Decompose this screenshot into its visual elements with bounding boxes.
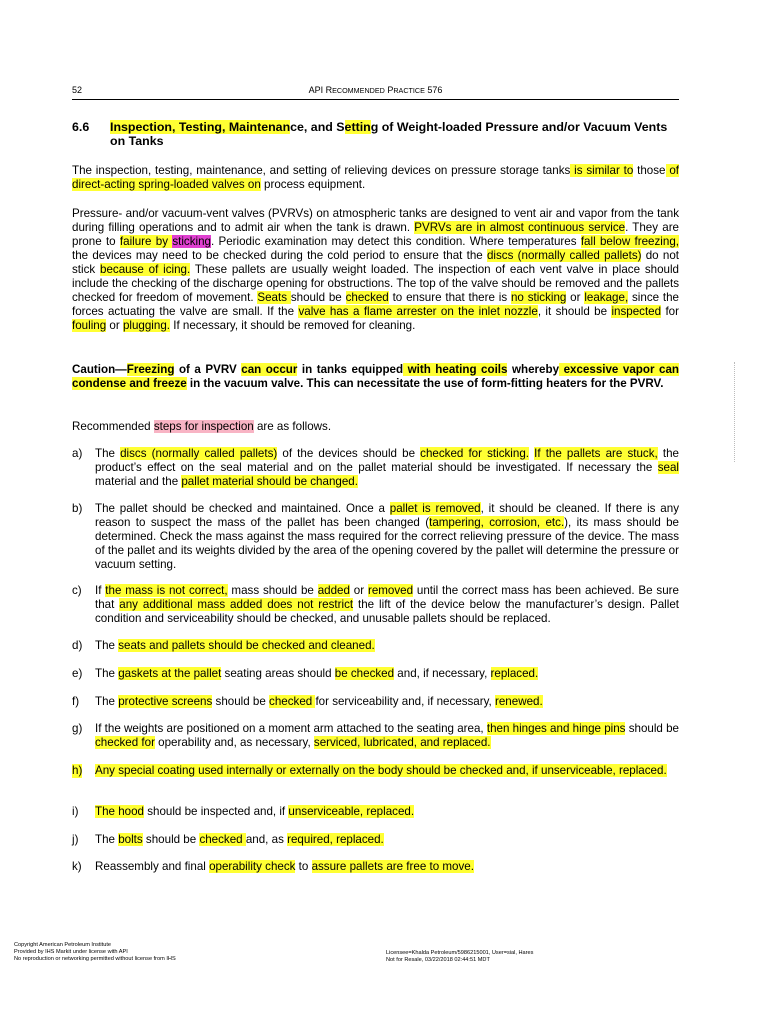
txt: If <box>95 584 106 597</box>
hl: inspected <box>611 305 662 318</box>
txt: those <box>633 164 666 177</box>
item-label: j) <box>72 833 79 846</box>
hl: failure by <box>119 235 173 248</box>
hl: leakage, <box>584 291 629 304</box>
item-label: i) <box>72 805 79 818</box>
hl: Freezing <box>126 363 175 376</box>
hl: no sticking <box>510 291 567 304</box>
hl: fouling <box>72 319 107 332</box>
hl: replaced. <box>490 667 539 680</box>
item-label: g) <box>72 722 83 735</box>
footer-copyright <box>14 942 176 963</box>
section-title <box>110 120 670 148</box>
hl: If the pallets are stuck, <box>534 447 658 460</box>
txt: Recommended <box>72 420 154 433</box>
running-title <box>72 85 679 95</box>
hl: seal <box>657 461 679 474</box>
footer-line: Licensee=Khalda Petroleum/5986215001, User=sial, Hares <box>386 950 534 956</box>
txt: ), its mass should be determined. Check the mass against the mass required for the correct relieving pressure of the device. The mass of the pallet and its weights divided by the area of the opening covered by the pallet will determine the pressure or vacuum setting. <box>95 516 680 571</box>
hl: checked <box>269 695 316 708</box>
txt: . They are prone to <box>72 221 679 248</box>
title-part: RACTICE <box>393 86 425 95</box>
hl: checked <box>199 833 246 846</box>
hl: renewed. <box>495 695 543 708</box>
txt: mass should be <box>227 584 318 597</box>
txt: should be inspected and, if <box>144 805 289 818</box>
item-label: k) <box>72 860 82 873</box>
txt: The <box>95 695 119 708</box>
hl: protective screens <box>118 695 213 708</box>
item-label: f) <box>72 695 80 708</box>
running-header <box>72 85 679 100</box>
item-text <box>95 833 679 847</box>
txt: in tanks equipped <box>297 363 404 376</box>
footer-line: Copyright American Petroleum Institute <box>14 942 112 948</box>
item-text <box>95 722 679 750</box>
title-part: ECOMMENDED <box>332 86 385 95</box>
hl: gaskets at the pallet <box>118 667 222 680</box>
hl: the mass is not correct, <box>105 584 228 597</box>
hl: ettin <box>344 120 371 134</box>
txt: should be <box>212 695 270 708</box>
item-text <box>95 667 679 681</box>
hl: valve has a flame arrester on the inlet nozzle <box>298 305 538 318</box>
paragraph-intro <box>72 164 679 192</box>
txt: These pallets are usually weight loaded. The inspection of each vent valve in place should include the checking of the discharge opening for obstructions. The top of the valve should be removed and the pallets checked for freedom of movement. <box>72 263 680 304</box>
txt: The <box>95 639 119 652</box>
txt: If the weights are positioned on a moment arm attached to the seating area, <box>95 722 487 735</box>
txt: and, if necessary, <box>394 667 491 680</box>
title-part: API R <box>308 85 333 95</box>
hl: excessive vapor can condense and freeze <box>72 363 679 390</box>
hl: then hinges and hinge pins <box>486 722 626 735</box>
hl: any additional mass added does not restrict <box>119 598 354 611</box>
txt: the product’s effect on the seal material and on the pallet material should be investigated. If necessary the <box>95 447 679 474</box>
hl: added <box>317 584 350 597</box>
txt: The <box>95 833 119 846</box>
txt: process equipment. <box>260 178 366 191</box>
txt: the devices may need to be checked during the cold period to ensure that the <box>72 249 487 262</box>
hl: removed <box>367 584 414 597</box>
txt: Pressure- and/or vacuum-vent valves (PVRVs) on atmospheric tanks are designed to vent air and vapor from the tank during filling operations and to admit air when the tank is drawn. <box>72 207 679 234</box>
txt: operability and, as necessary, <box>154 736 314 749</box>
txt: The pallet should be checked and maintained. Once a <box>95 502 390 515</box>
txt: or <box>566 291 585 304</box>
item-label: c) <box>72 584 82 597</box>
txt: . Periodic examination may detect this condition. Where temperatures <box>210 235 581 248</box>
hl: checked for <box>95 736 155 749</box>
hl: be checked <box>334 667 395 680</box>
hl: PVRVs are in almost continuous service <box>414 221 626 234</box>
section-number: 6.6 <box>72 120 90 134</box>
caution-paragraph <box>72 363 679 391</box>
txt: should be <box>290 291 346 304</box>
txt: should be <box>625 722 679 735</box>
hl: seats and pallets should be checked and cleaned. <box>118 639 375 652</box>
hl: can occur <box>241 363 298 376</box>
txt: g of Weight-loaded Pressure and/or Vacuum Vents on Tanks <box>110 120 668 148</box>
footer-line: Not for Resale, 03/22/2018 02:44:51 MDT <box>386 957 490 963</box>
hl: pallet is removed <box>389 502 481 515</box>
title-part: 576 <box>424 85 443 95</box>
hl: Inspection, Testing, Maintenan <box>110 120 291 134</box>
hl: of direct-acting spring-loaded valves on <box>72 164 679 191</box>
txt: The <box>95 447 121 460</box>
txt: or <box>106 319 123 332</box>
txt: material and the <box>95 475 182 488</box>
txt: to <box>295 860 312 873</box>
item-text <box>95 695 679 709</box>
item-text <box>95 764 679 778</box>
hl: checked <box>345 291 389 304</box>
item-text <box>95 860 679 874</box>
item-label: b) <box>72 502 83 515</box>
txt: Reassembly and final <box>95 860 210 873</box>
hl: unserviceable, replaced. <box>288 805 415 818</box>
hl-pink: steps for inspection <box>153 420 254 433</box>
paragraph-steps <box>72 420 679 434</box>
item-text <box>95 639 679 653</box>
txt: until the correct mass has been achieved. Be sure that <box>95 584 679 611</box>
hl: checked for sticking. <box>420 447 529 460</box>
txt: and, as <box>245 833 288 846</box>
hl: assure pallets are free to move. <box>311 860 474 873</box>
hl: pallet material should be changed. <box>181 475 358 488</box>
item-text <box>95 502 679 572</box>
hl: serviced, lubricated, and replaced. <box>313 736 491 749</box>
paragraph-pvrv <box>72 207 679 333</box>
txt: Caution— <box>72 363 127 376</box>
txt: , it should be cleaned. If there is any reason to suspect the mass of the pallet has been changed ( <box>95 502 679 529</box>
hl: discs (normally called pallets) <box>120 447 278 460</box>
txt: in the vacuum valve. This can necessitate the use of form-fitting heaters for the PVRV. <box>186 377 664 390</box>
title-part: P <box>384 85 394 95</box>
page-number: 52 <box>72 85 83 95</box>
txt: the lift of the device below the manufacturer’s design. Pallet condition and serviceability should be checked, and unusable pallets should be replaced. <box>95 598 679 625</box>
item-label: h) <box>72 764 83 777</box>
txt: , it should be <box>537 305 612 318</box>
hl: Any special coating used internally or externally on the body should be checked and, if unserviceable, replaced. <box>95 764 667 777</box>
hl: fall below freezing, <box>580 235 679 248</box>
hl: The hood <box>95 805 144 818</box>
txt: of the devices should be <box>277 447 421 460</box>
hl-magenta: sticking <box>172 235 211 248</box>
hl: bolts <box>118 833 143 846</box>
item-label: d) <box>72 639 83 652</box>
item-label: a) <box>72 447 83 460</box>
txt: do not stick <box>72 249 679 276</box>
footer-line: No reproduction or networking permitted without license from IHS <box>14 956 176 962</box>
hl: is similar to <box>570 164 634 177</box>
hl: tampering, corrosion, etc. <box>429 516 565 529</box>
hl: required, replaced. <box>287 833 384 846</box>
txt: for serviceability and, if necessary, <box>315 695 495 708</box>
item-text <box>95 805 679 819</box>
hl: plugging. <box>122 319 170 332</box>
txt: of a PVRV <box>174 363 242 376</box>
txt: The inspection, testing, maintenance, and setting of relieving devices on pressure storage tanks <box>72 164 571 177</box>
txt: ce, and S <box>290 120 345 134</box>
item-label: e) <box>72 667 83 680</box>
hl: operability check <box>209 860 296 873</box>
item-text <box>95 584 679 626</box>
hl: because of icing. <box>100 263 191 276</box>
hl: Seats <box>257 291 291 304</box>
txt: If necessary, it should be removed for cleaning. <box>170 319 416 332</box>
txt: should be <box>142 833 200 846</box>
txt: are as follows. <box>253 420 332 433</box>
footer-line: Provided by IHS Markit under license with API <box>14 949 128 955</box>
hl: discs (normally called pallets) <box>486 249 642 262</box>
txt: or <box>349 584 368 597</box>
footer-license <box>386 950 533 964</box>
txt: to ensure that there is <box>388 291 511 304</box>
txt: for <box>661 305 679 318</box>
txt: since the forces actuating the valve are small. If the <box>72 291 680 318</box>
txt: seating areas should <box>221 667 335 680</box>
txt: whereby <box>507 363 560 376</box>
txt: The <box>95 667 119 680</box>
item-text <box>95 447 679 489</box>
margin-mark <box>734 362 738 462</box>
hl: with heating coils <box>403 363 508 376</box>
